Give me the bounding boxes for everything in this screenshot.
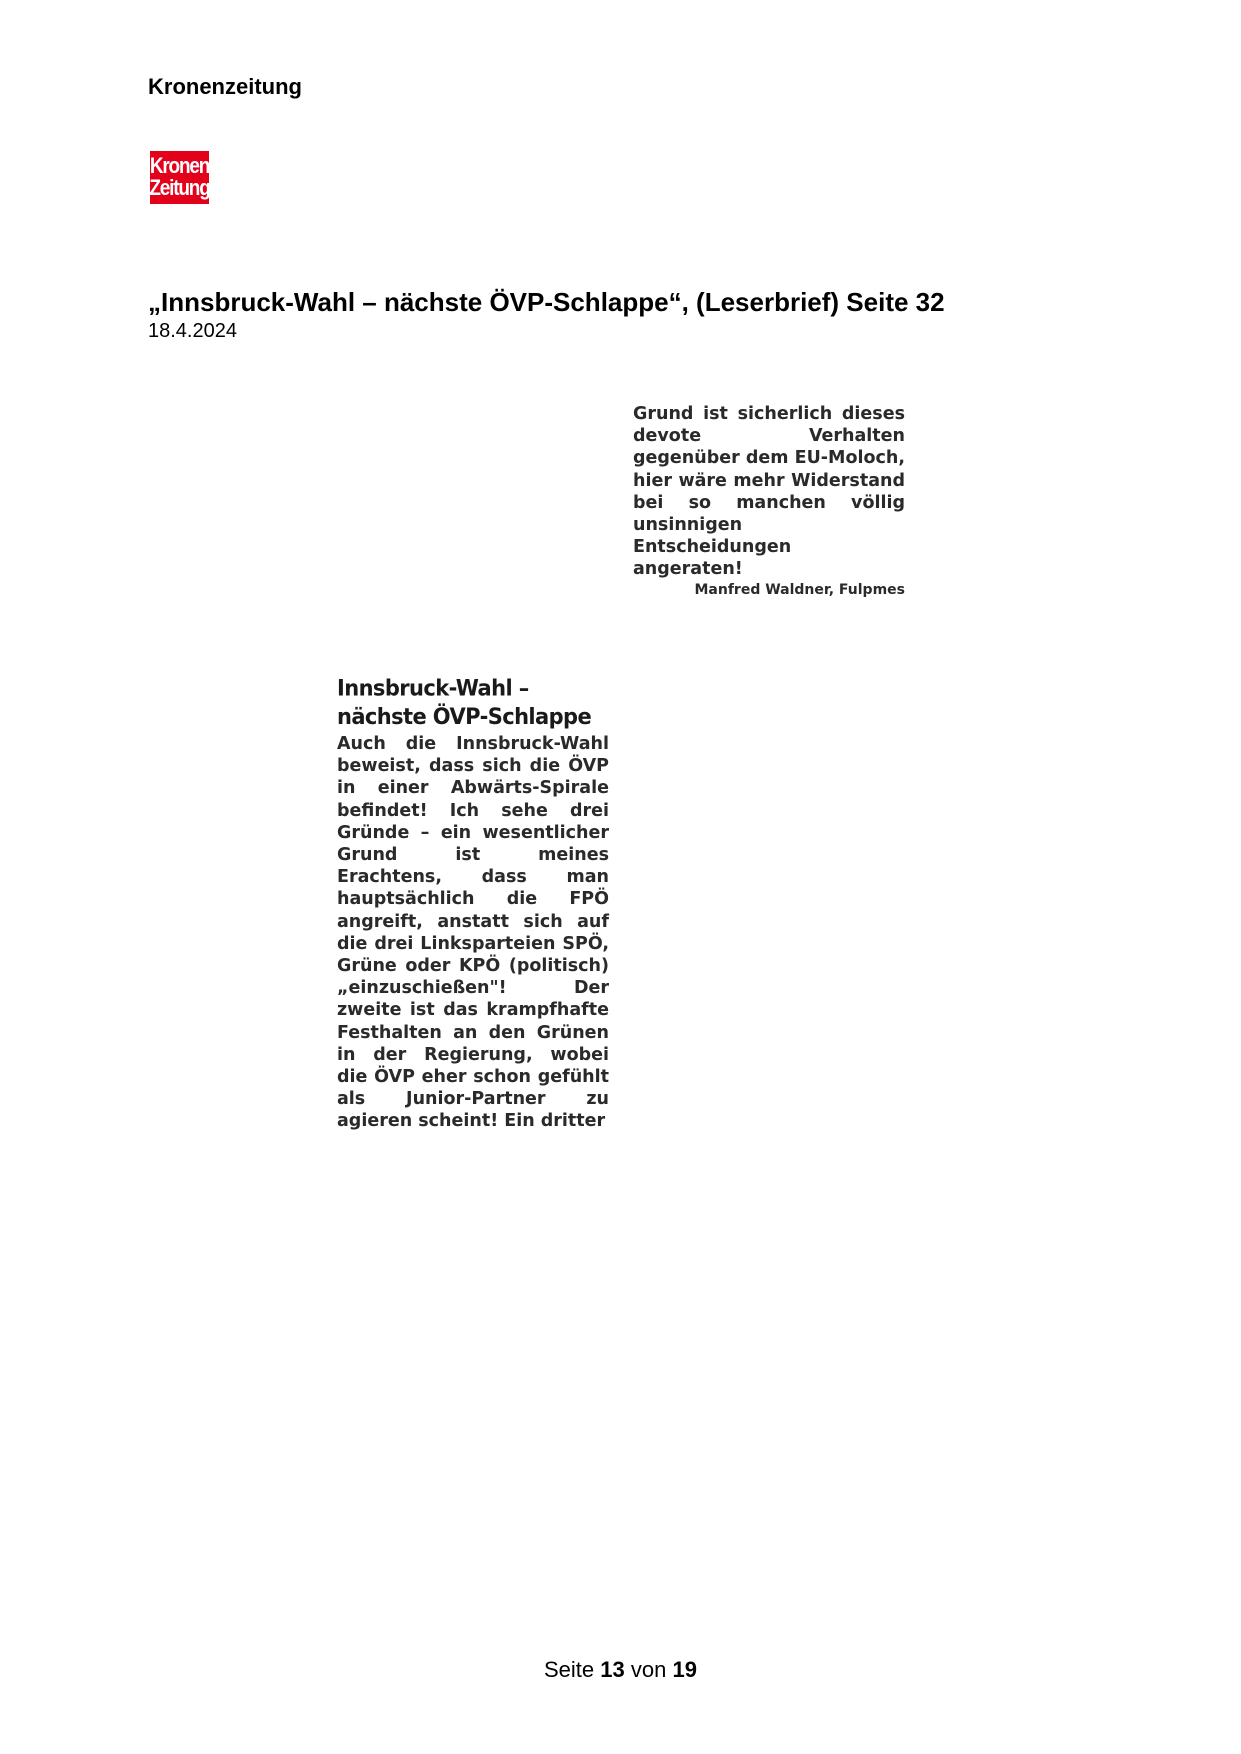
article-date: 18.4.2024 — [148, 320, 237, 342]
clipping-headline-line-2: nächste ÖVP-Schlappe — [337, 704, 592, 730]
clipping-headline-line-1: Innsbruck-Wahl – — [337, 675, 529, 701]
clipping-column-left — [337, 676, 609, 1133]
clipping-body-right: Grund ist sicherlich dieses devote Verhalten gegenüber dem EU-Moloch, hier wäre mehr Widerstand bei so manchen völlig unsinnigen Entscheidungen angeraten! — [633, 404, 905, 580]
logo-line-2: Zeitung — [149, 175, 210, 200]
footer-prefix: Seite — [544, 1657, 595, 1682]
footer-page-number: 13 — [600, 1657, 625, 1682]
clipping-column-right — [633, 403, 905, 599]
source-name: Kronenzeitung — [148, 74, 302, 99]
kronen-zeitung-logo — [150, 151, 209, 204]
clipping-body-left: Auch die Innsbruck-Wahl beweist, dass sich die ÖVP in einer Abwärts-Spirale befindet! Ich sehe drei Gründe – ein wesentlicher Grund ist meines Erachtens, dass man hauptsächlich die FPÖ angreift, anstatt sich auf die drei Linksparteien SPÖ, Grüne oder KPÖ (politisch) „einzuschießen"! Der zweite ist das krampfhafte Festhalten an den Grünen in der Regierung, wobei die ÖVP eher schon gefühlt als Junior-Partner zu agieren scheint! Ein dritter — [337, 734, 609, 1132]
page-footer — [0, 1657, 1241, 1683]
footer-middle: von — [630, 1657, 667, 1682]
clipping-headline — [337, 675, 609, 732]
logo-line-1: Kronen — [149, 153, 210, 178]
footer-page-total: 19 — [672, 1657, 697, 1682]
clipping-signature: Manfred Waldner, Fulpmes — [694, 581, 905, 598]
article-title: „Innsbruck-Wahl – nächste ÖVP-Schlappe“, (Leserbrief) Seite 32 — [148, 287, 945, 317]
